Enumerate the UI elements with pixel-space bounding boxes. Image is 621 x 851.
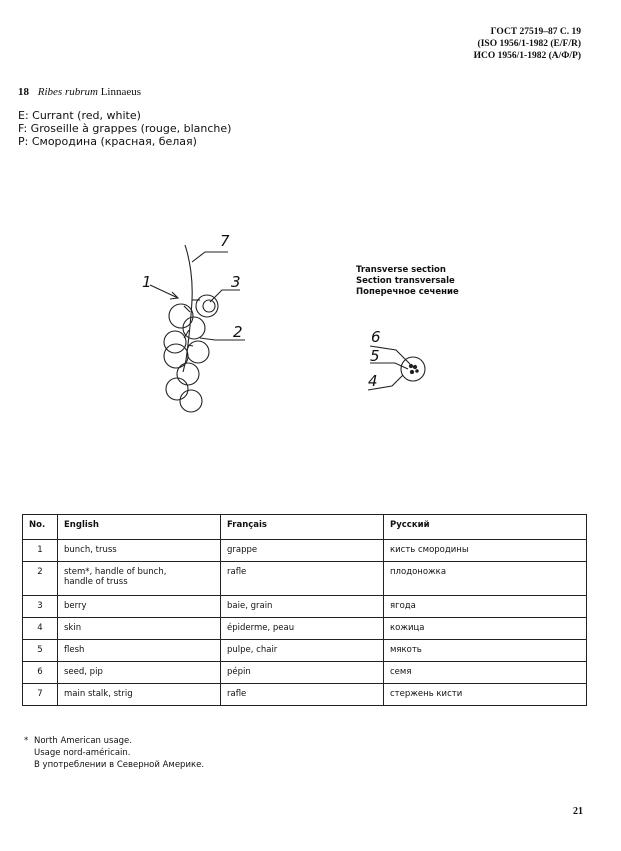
cell-english	[58, 562, 221, 596]
table-row	[23, 662, 587, 684]
species-number: 18	[18, 86, 29, 98]
terms-table	[22, 514, 587, 706]
table-row	[23, 562, 587, 596]
header-russian: Русский	[384, 515, 587, 540]
section-caption-ru: Поперечное сечение	[356, 287, 459, 297]
cell-english-line: bunch, truss	[64, 545, 117, 555]
leader-3	[210, 290, 240, 302]
cell-french: rafle	[221, 562, 384, 596]
callout-6: 6	[371, 328, 381, 346]
cell-french: grappe	[221, 540, 384, 562]
standard-header-line-2: (ISO 1956/1-1982 (E/F/R)	[477, 39, 581, 49]
standard-header-line-1: ГОСТ 27519–87 С. 19	[490, 27, 581, 37]
table-row	[23, 618, 587, 640]
table-row	[23, 540, 587, 562]
header-no: No.	[23, 515, 58, 540]
cell-english	[58, 662, 221, 684]
table-row	[23, 684, 587, 706]
table-header-row	[23, 515, 587, 540]
name-french: F: Groseille à grappes (rouge, blanche)	[18, 122, 232, 135]
cell-french: pépin	[221, 662, 384, 684]
cell-russian: ягода	[384, 596, 587, 618]
standard-header-line-3: ИСО 1956/1-1982 (А/Ф/Р)	[473, 51, 581, 61]
cell-english	[58, 640, 221, 662]
cell-french: pulpe, chair	[221, 640, 384, 662]
footnote-mark: *	[24, 736, 29, 746]
cell-english-line: berry	[64, 601, 87, 611]
cell-english-line-2: handle of truss	[64, 577, 128, 587]
cell-english-line: skin	[64, 623, 82, 633]
header-english: English	[58, 515, 221, 540]
cell-russian: плодоножка	[384, 562, 587, 596]
cell-russian: кожица	[384, 618, 587, 640]
callout-2: 2	[233, 323, 243, 341]
berry-section	[401, 357, 425, 381]
page-number: 21	[573, 806, 583, 817]
cell-no: 7	[23, 684, 58, 706]
cell-english-line: stem*, handle of bunch,	[64, 567, 167, 577]
cell-no: 6	[23, 662, 58, 684]
species-latin-name: Ribes rubrum	[37, 86, 98, 98]
cell-english	[58, 596, 221, 618]
cell-english	[58, 684, 221, 706]
cell-english-line: flesh	[64, 645, 85, 655]
arrow-1	[170, 292, 178, 299]
callout-1: 1	[142, 273, 152, 291]
leader-1	[150, 285, 178, 298]
cell-no: 1	[23, 540, 58, 562]
header-french: Français	[221, 515, 384, 540]
callout-3: 3	[231, 273, 241, 291]
section-caption-en: Transverse section	[356, 265, 446, 275]
cell-no: 4	[23, 618, 58, 640]
footnote-fr: Usage nord-américain.	[34, 748, 131, 758]
table-row	[23, 596, 587, 618]
footnote-ru: В употреблении в Северной Америке.	[34, 760, 205, 770]
cell-no: 5	[23, 640, 58, 662]
cell-french: épiderme, peau	[221, 618, 384, 640]
cell-no: 2	[23, 562, 58, 596]
callout-7: 7	[220, 232, 230, 250]
callout-4: 4	[368, 372, 378, 390]
name-english: E: Currant (red, white)	[18, 109, 141, 122]
leader-7	[192, 252, 228, 262]
table-row	[23, 640, 587, 662]
section-captions	[356, 265, 459, 298]
footnote-en: North American usage.	[34, 736, 132, 746]
cell-russian: стержень кисти	[384, 684, 587, 706]
cell-russian: мякоть	[384, 640, 587, 662]
name-russian: Р: Смородина (красная, белая)	[18, 135, 197, 148]
cell-english-line: seed, pip	[64, 667, 103, 677]
species-author: Linnaeus	[100, 86, 142, 98]
cell-no: 3	[23, 596, 58, 618]
cell-english	[58, 618, 221, 640]
cell-french: rafle	[221, 684, 384, 706]
footnote	[26, 735, 204, 771]
cell-russian: семя	[384, 662, 587, 684]
cell-russian: кисть смородины	[384, 540, 587, 562]
section-caption-fr: Section transversale	[356, 276, 455, 286]
callout-5: 5	[370, 347, 380, 365]
cell-english-line: main stalk, strig	[64, 689, 133, 699]
cell-english	[58, 540, 221, 562]
cell-french: baie, grain	[221, 596, 384, 618]
